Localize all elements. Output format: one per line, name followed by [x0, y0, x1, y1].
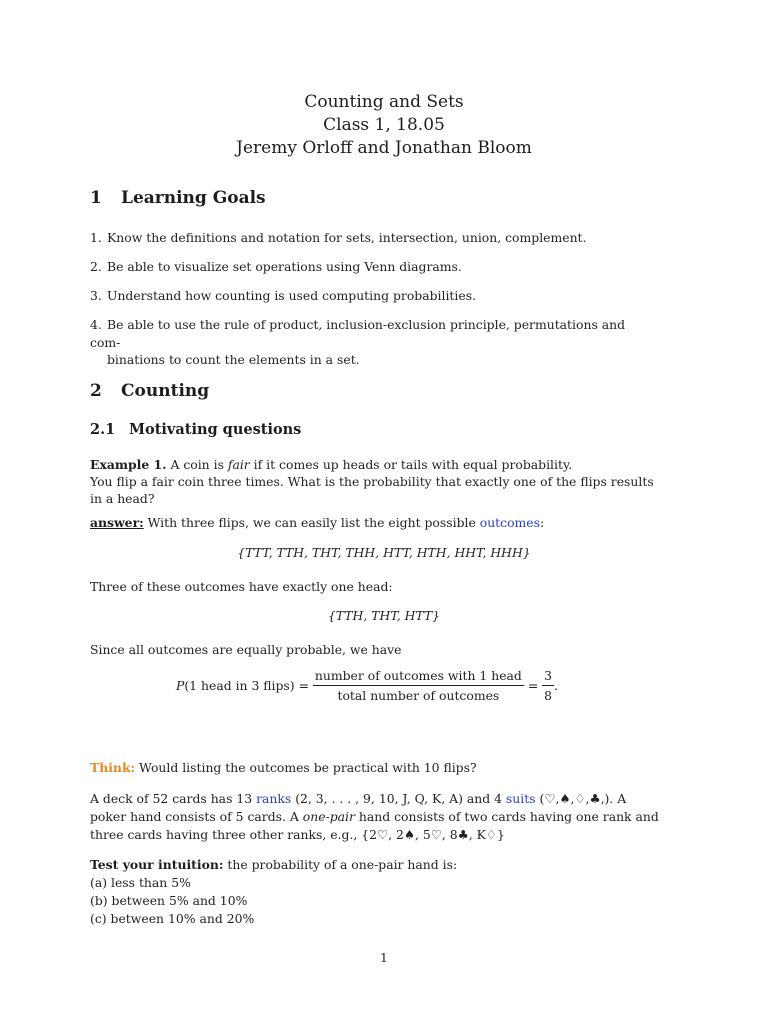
- goal-text: Know the definitions and notation for sets, intersection, union, complement.: [107, 230, 587, 245]
- deck-text: (♡,♠,♢,♣,). A: [535, 791, 627, 806]
- answer-line: [90, 514, 544, 532]
- one-head-set: {TTH, THT, HTT}: [327, 608, 441, 623]
- goal-number: 4.: [90, 317, 102, 332]
- goal-item: [90, 258, 650, 276]
- section-title: Learning Goals: [121, 188, 266, 208]
- intuition-option-a: (a) less than 5%: [90, 875, 191, 890]
- intuition-option-b: (b) between 5% and 10%: [90, 893, 248, 908]
- goal-number: 3.: [90, 288, 102, 303]
- think-text: Would listing the outcomes be practical with 10 flips?: [135, 760, 477, 775]
- think-line: [90, 759, 477, 777]
- equation-lhs: (1 head in 3 flips) =: [184, 678, 309, 693]
- goal-item: [90, 287, 650, 305]
- intuition-label: Test your intuition:: [90, 857, 224, 872]
- example-text: A coin is: [170, 457, 228, 472]
- example-1-line-2: You flip a fair coin three times. What is the probability that exactly one of the flips results: [90, 474, 654, 489]
- deck-text: hand consists of two cards having one rank and: [354, 809, 659, 824]
- goal-text-continued: binations to count the elements in a set.: [107, 352, 360, 367]
- goal-number: 2.: [90, 259, 102, 274]
- outcome-fraction: [313, 668, 524, 703]
- example-1-line-3: in a head?: [90, 491, 155, 506]
- ranks-link[interactable]: ranks: [256, 791, 292, 806]
- result-fraction: [542, 668, 554, 703]
- all-outcomes-set: {TTT, TTH, THT, THH, HTT, HTH, HHT, HHH}: [237, 545, 531, 560]
- result-denominator: 8: [544, 688, 553, 703]
- colon: :: [540, 515, 545, 530]
- deck-text: poker hand consists of 5 cards. A: [90, 809, 303, 824]
- goal-item: [90, 229, 650, 247]
- subsection-2-1-heading: [90, 421, 301, 438]
- emphasis-one-pair: one-pair: [302, 809, 355, 824]
- deck-line-2: [90, 808, 659, 826]
- result-numerator: 3: [542, 668, 554, 686]
- subsection-title: Motivating questions: [129, 421, 302, 438]
- section-2-heading: [90, 381, 209, 401]
- period: .: [554, 678, 558, 693]
- authors: Jeremy Orloff and Jonathan Bloom: [236, 138, 532, 158]
- intuition-text: the probability of a one-pair hand is:: [223, 857, 458, 872]
- answer-label: answer:: [90, 515, 144, 530]
- intuition-line: [90, 856, 457, 874]
- fraction-numerator: number of outcomes with 1 head: [313, 668, 524, 686]
- example-text: if it comes up heads or tails with equal probability.: [249, 457, 573, 472]
- example-label: Example 1.: [90, 457, 167, 472]
- section-title: Counting: [121, 381, 210, 401]
- intuition-option-c: (c) between 10% and 20%: [90, 911, 255, 926]
- one-head-text: Three of these outcomes have exactly one head:: [90, 579, 393, 594]
- probability-equation: [176, 668, 558, 703]
- probability-symbol: P: [176, 678, 185, 693]
- goal-item: [90, 316, 650, 369]
- subsection-number: 2.1: [90, 421, 116, 438]
- answer-text: With three flips, we can easily list the eight possible: [143, 515, 480, 530]
- goal-text: Be able to visualize set operations using Venn diagrams.: [107, 259, 462, 274]
- deck-text: (2, 3, . . . , 9, 10, J, Q, K, A) and 4: [291, 791, 506, 806]
- paper-title: Counting and Sets: [304, 92, 464, 112]
- example-1-line-1: [90, 456, 572, 474]
- deck-text: A deck of 52 cards has 13: [90, 791, 257, 806]
- page-number: 1: [380, 950, 388, 965]
- fraction-denominator: total number of outcomes: [337, 688, 500, 703]
- deck-line-1: [90, 790, 626, 808]
- think-label: Think:: [90, 760, 136, 775]
- goal-number: 1.: [90, 230, 102, 245]
- goal-text: Understand how counting is used computing probabilities.: [107, 288, 477, 303]
- outcomes-link[interactable]: outcomes: [479, 515, 540, 530]
- section-1-heading: [90, 188, 266, 208]
- equally-probable-text: Since all outcomes are equally probable, we have: [90, 642, 402, 657]
- goal-text: Be able to use the rule of product, inclusion-exclusion principle, permutations and com-: [90, 317, 626, 350]
- deck-line-3: three cards having three other ranks, e.g., {2♡, 2♠, 5♡, 8♣, K♢}: [90, 827, 505, 842]
- section-number: 1: [90, 188, 102, 208]
- class-line: Class 1, 18.05: [323, 115, 445, 135]
- emphasis-fair: fair: [227, 457, 250, 472]
- section-number: 2: [90, 381, 102, 401]
- suits-link[interactable]: suits: [505, 791, 536, 806]
- equals-sign: =: [527, 678, 539, 693]
